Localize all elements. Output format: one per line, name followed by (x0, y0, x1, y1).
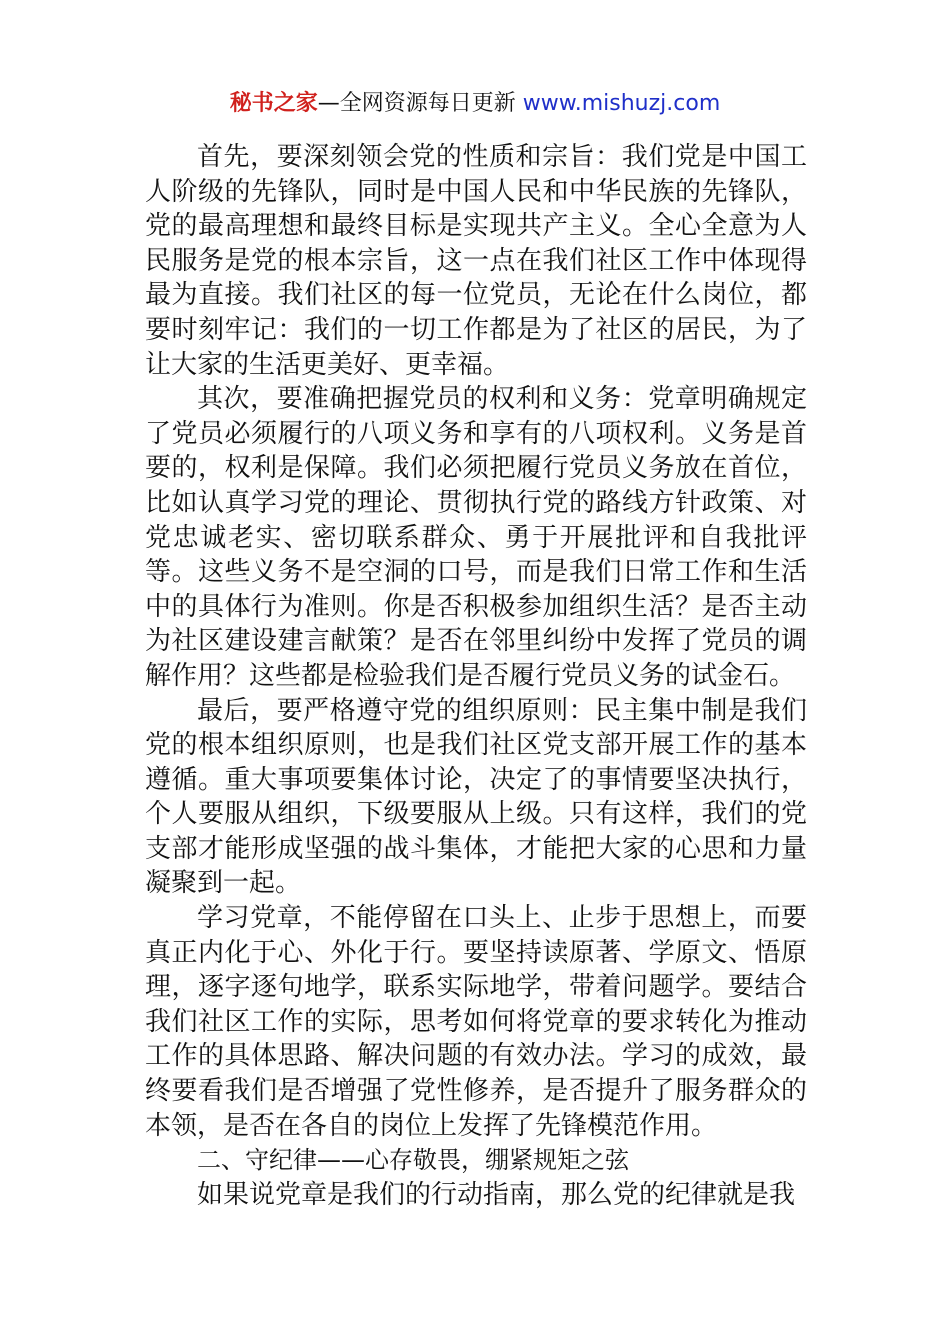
section-heading-discipline: 二、守纪律——心存敬畏，绷紧规矩之弦 (197, 1146, 629, 1175)
paragraph-study-practice: 学习党章，不能停留在口头上、止步于思想上，而要真正内化于心、外化于行。要坚持读原著、学原文、悟原理，逐字逐句地学，联系实际地学，带着问题学。要结合我们社区工作的实际，思考如何将党章的要求转化为推动工作的具体思路、解决问题的有效办法。学习的成效，最终要看我们是否增强了党性修养，是否提升了服务群众的本领，是否在各自的岗位上发挥了先锋模范作用。 (145, 903, 807, 1141)
paragraph-rights-and-duties: 其次，要准确把握党员的权利和义务：党章明确规定了党员必须履行的八项义务和享有的八项权利。义务是首要的，权利是保障。我们必须把履行党员义务放在首位，比如认真学习党的理论、贯彻执行党的路线方针政策、对党忠诚老实、密切联系群众、勇于开展批评和自我批评等。这些义务不是空洞的口号，而是我们日常工作和生活中的具体行为准则。你是否积极参加组织生活？是否主动为社区建设建言献策？是否在邻里纠纷中发挥了党员的调解作用？这些都是检验我们是否履行党员义务的试金石。 (145, 384, 807, 691)
paragraph-nature-and-purpose: 首先，要深刻领会党的性质和宗旨：我们党是中国工人阶级的先锋队，同时是中国人民和中华民族的先锋队，党的最高理想和最终目标是实现共产主义。全心全意为人民服务是党的根本宗旨，这一点在我们社区工作中体现得最为直接。我们社区的每一位党员，无论在什么岗位，都要时刻牢记：我们的一切工作都是为了社区的居民，为了让大家的生活更美好、更幸福。 (145, 142, 807, 380)
brand-name: 秘书之家 (229, 91, 318, 116)
document-body (145, 140, 807, 1212)
header-tagline: —全网资源每日更新 (317, 91, 516, 116)
paragraph-discipline-intro: 如果说党章是我们的行动指南，那么党的纪律就是我 (197, 1179, 796, 1210)
site-header (0, 88, 950, 120)
site-url-link[interactable]: www.mishuzj.com (522, 91, 721, 116)
paragraph-organizational-principles: 最后，要严格遵守党的组织原则：民主集中制是我们党的根本组织原则，也是我们社区党支部开展工作的基本遵循。重大事项要集体讨论，决定了的事情要坚决执行，个人要服从组织，下级要服从上级。只有这样，我们的党支部才能形成坚强的战斗集体，才能把大家的心思和力量凝聚到一起。 (145, 695, 807, 899)
